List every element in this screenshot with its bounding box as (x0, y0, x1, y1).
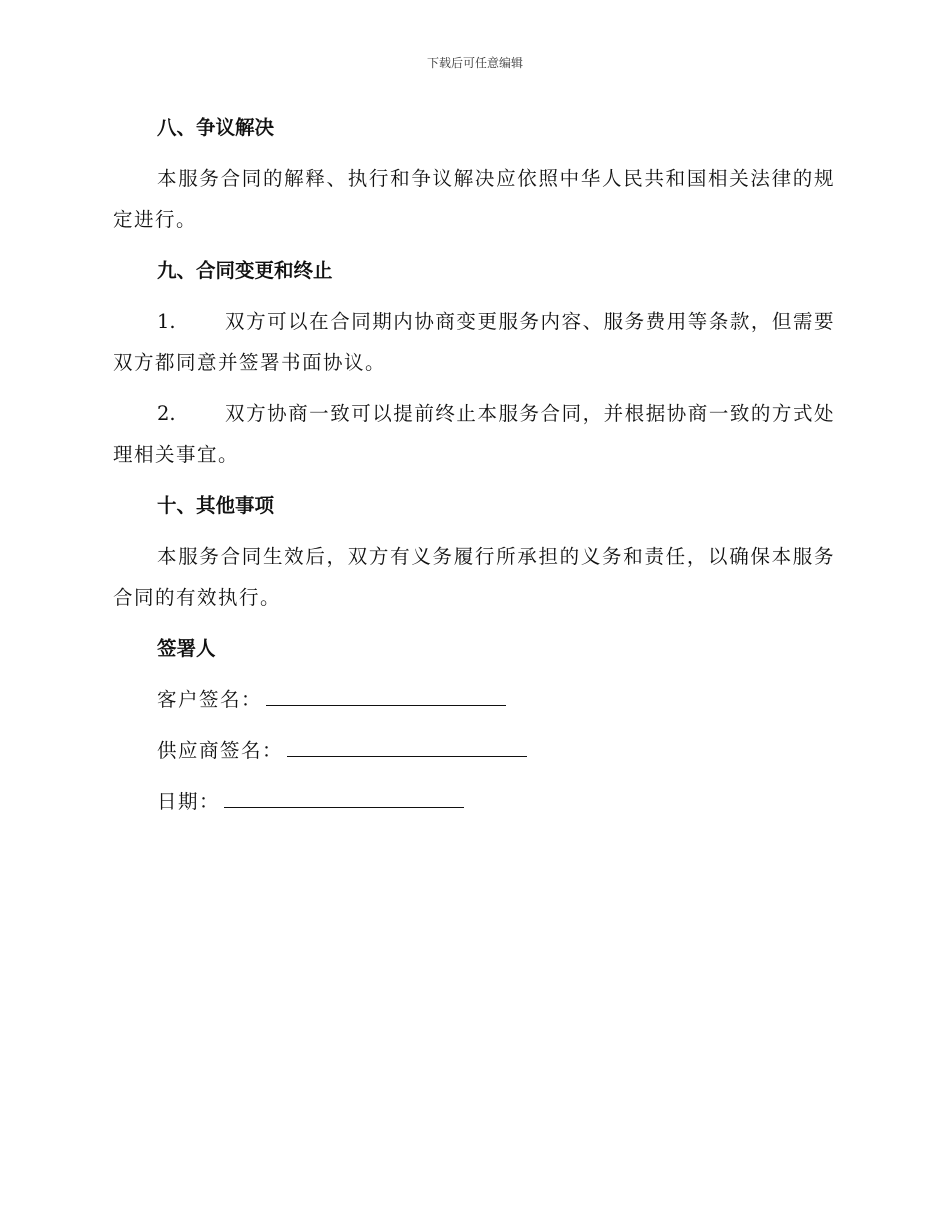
list-text-1: 双方可以在合同期内协商变更服务内容、服务费用等条款，但需要双方都同意并签署书面协议。 (113, 310, 835, 374)
date-label: 日期： (157, 790, 221, 813)
signature-row-date (113, 781, 835, 822)
list-text-2: 双方协商一致可以提前终止本服务合同，并根据协商一致的方式处理相关事宜。 (113, 402, 835, 466)
signature-row-supplier (113, 730, 835, 771)
section-title-other: 十、其他事项 (157, 494, 275, 517)
paragraph-other: 本服务合同生效后，双方有义务履行所承担的义务和责任，以确保本服务合同的有效执行。 (113, 545, 835, 609)
section-title-signatures: 签署人 (157, 637, 216, 660)
supplier-signature-line[interactable] (287, 732, 527, 757)
signature-row-customer (113, 679, 835, 720)
supplier-signature-label: 供应商签名： (157, 739, 284, 762)
page-header: 下载后可任意编辑 (426, 56, 523, 70)
list-number-1: 1. (157, 310, 176, 333)
paragraph-disputes: 本服务合同的解释、执行和争议解决应依照中华人民共和国相关法律的规定进行。 (113, 167, 835, 231)
document-body (113, 107, 835, 832)
list-number-2: 2. (157, 402, 176, 425)
date-line[interactable] (224, 783, 464, 808)
section-title-changes: 九、合同变更和终止 (157, 259, 333, 282)
customer-signature-label: 客户签名： (157, 688, 263, 711)
section-title-disputes: 八、争议解决 (157, 116, 275, 139)
list-item-2 (113, 393, 835, 475)
customer-signature-line[interactable] (266, 681, 506, 706)
list-item-1 (113, 301, 835, 383)
